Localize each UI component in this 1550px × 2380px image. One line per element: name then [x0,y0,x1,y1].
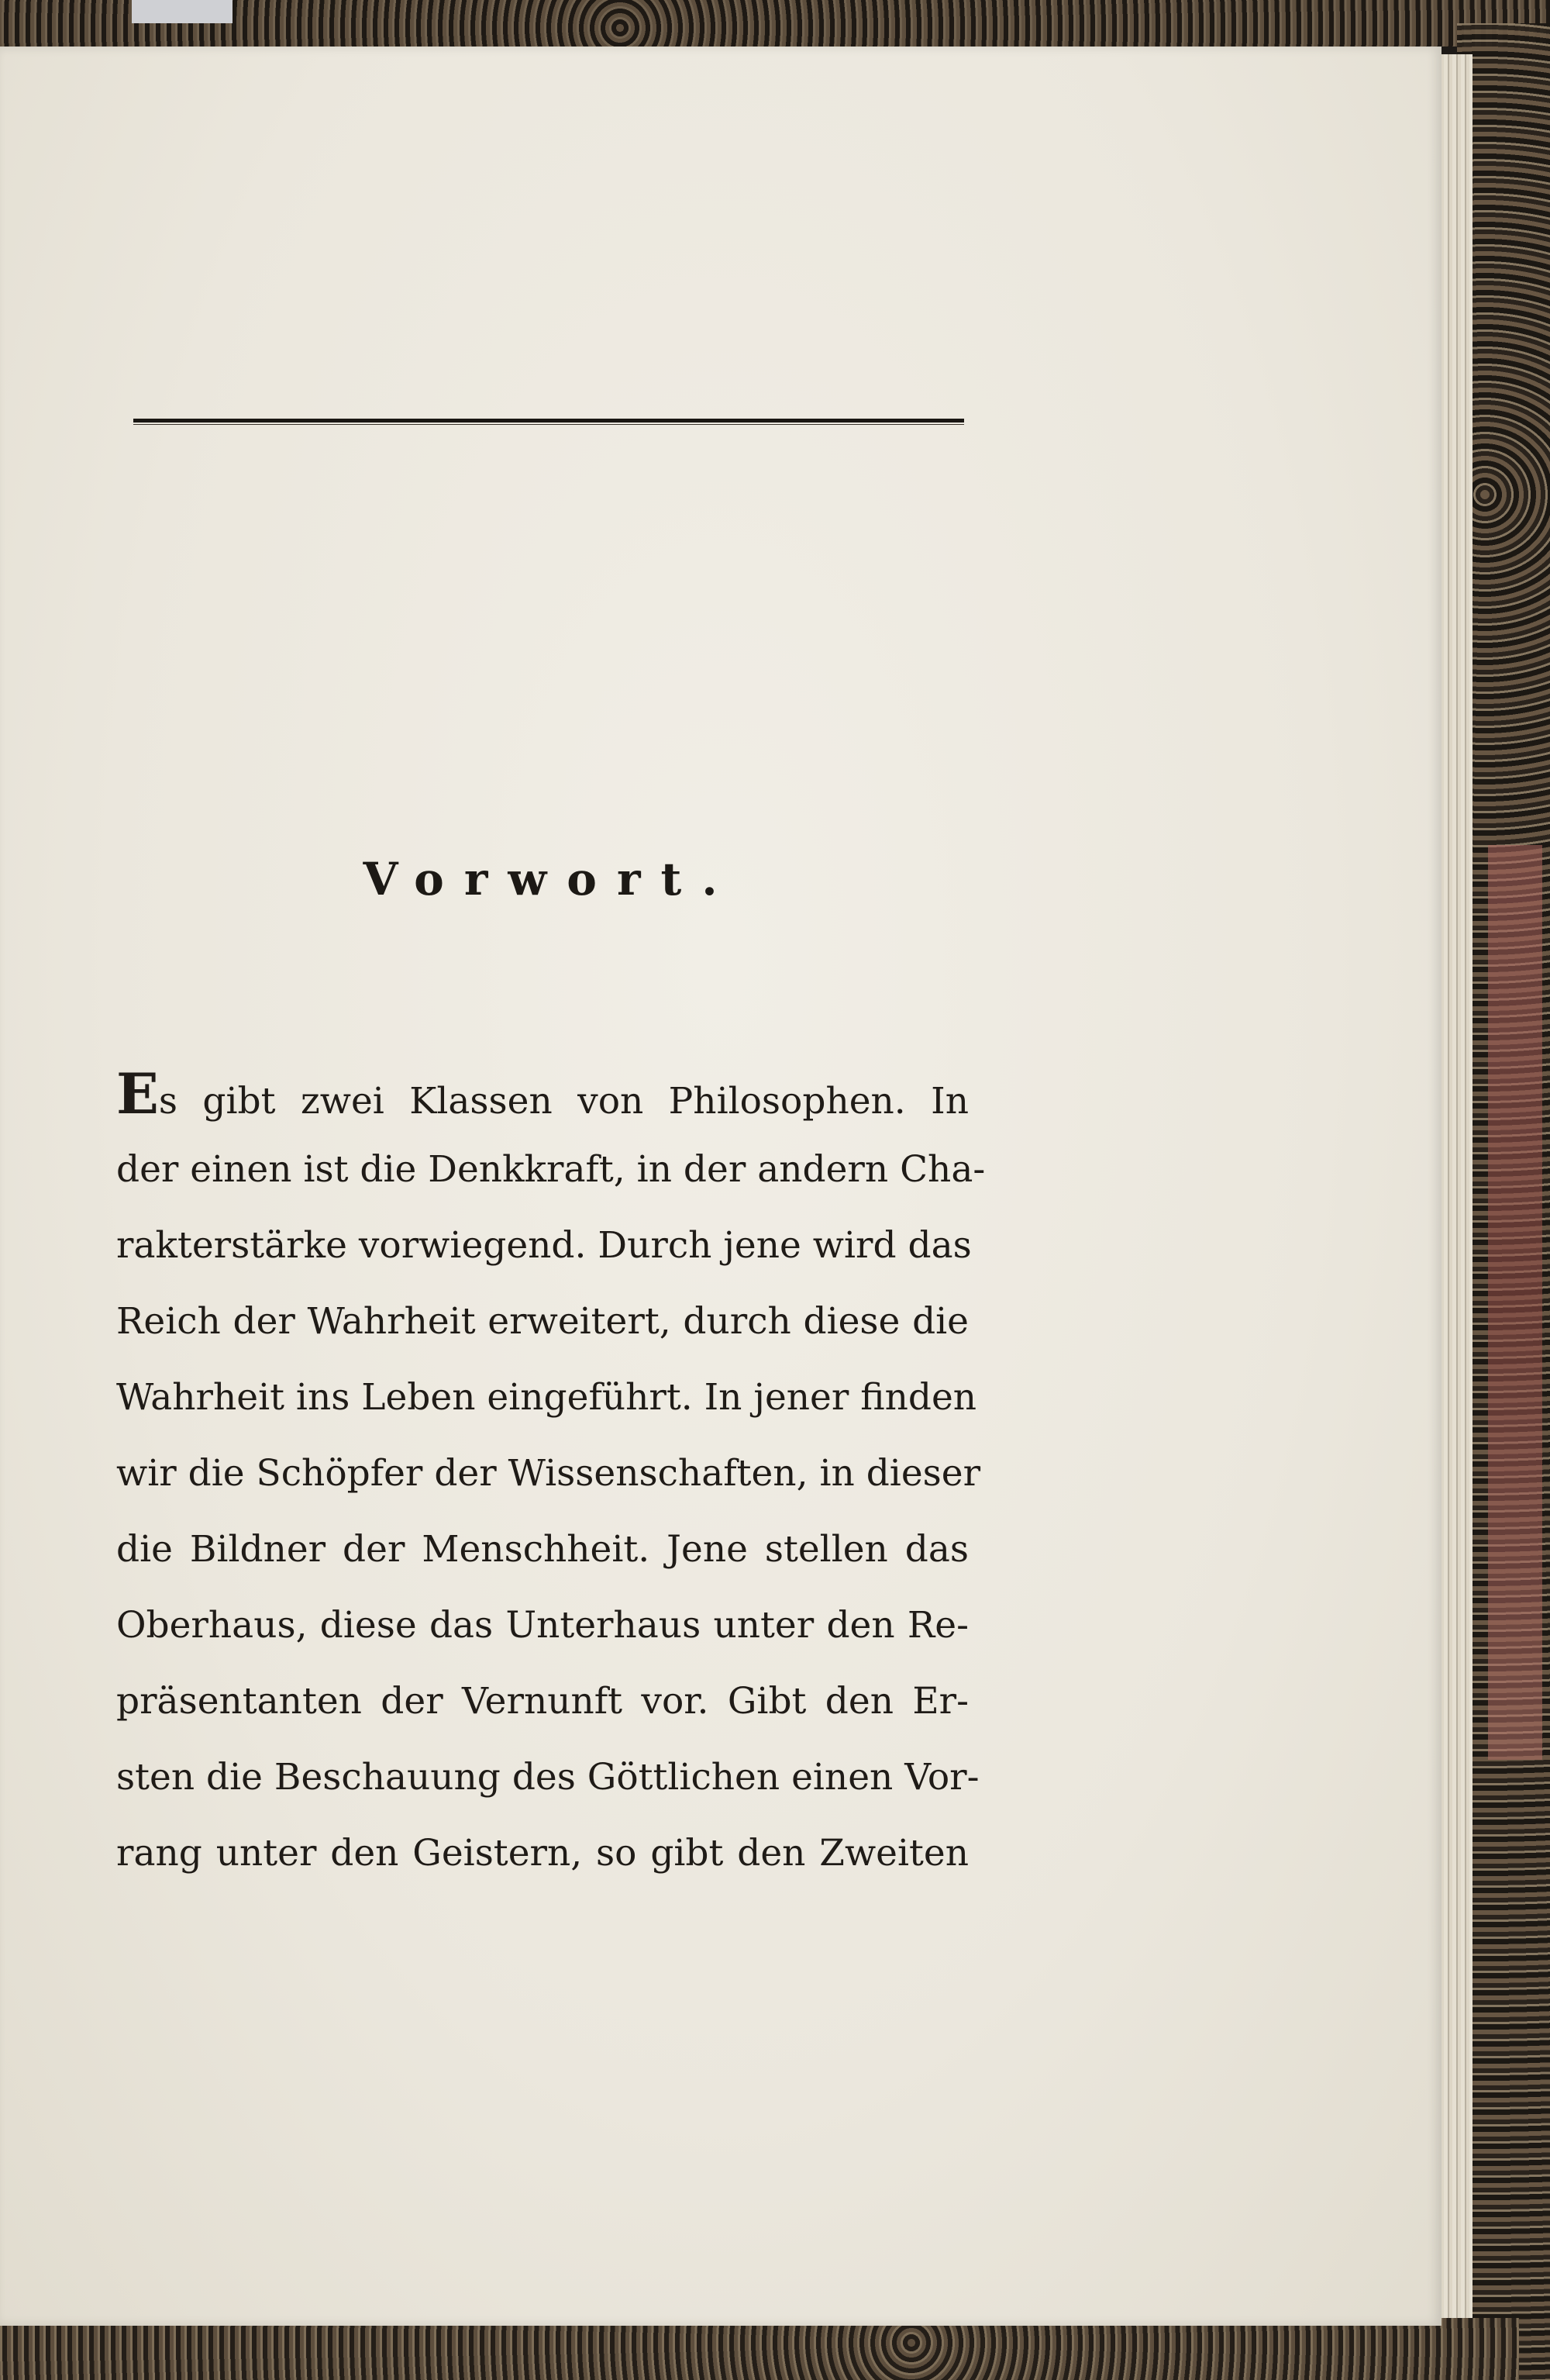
text-line: die Bildner der Menschheit. Jene stellen das [116,1528,969,1571]
text-line: der einen ist die Denkkraft, in der andern Cha- [116,1148,986,1191]
scan-tab [132,0,232,23]
text-line: rakterstärke vorwiegend. Durch jene wird das [116,1224,972,1267]
text-line: Reich der Wahrheit erweitert, durch diese die [116,1300,969,1343]
text-line: sten die Beschauung des Göttlichen einen Vor- [116,1756,980,1799]
text-line: wir die Schöpfer der Wissenschaften, in dieser [116,1452,981,1495]
text-line: präsentanten der Vernunft vor. Gibt den Er- [116,1680,969,1723]
cover-stain [1488,845,1542,1760]
text-line: Es gibt zwei Klassen von Philosophen. In [116,1061,969,1126]
header-rule [133,419,964,423]
text-line: rang unter den Geistern, so gibt den Zweiten [116,1832,969,1875]
book-cover-top [0,0,1550,47]
body-text [116,1056,986,1892]
page-heading: Vorwort. [363,853,738,905]
text-line: Wahrheit ins Leben eingeführt. In jener finden [116,1376,977,1419]
text-line: Oberhaus, diese das Unterhaus unter den Re- [116,1604,969,1647]
book-page [0,47,1442,2326]
book-cover-bottom [0,2318,1519,2380]
